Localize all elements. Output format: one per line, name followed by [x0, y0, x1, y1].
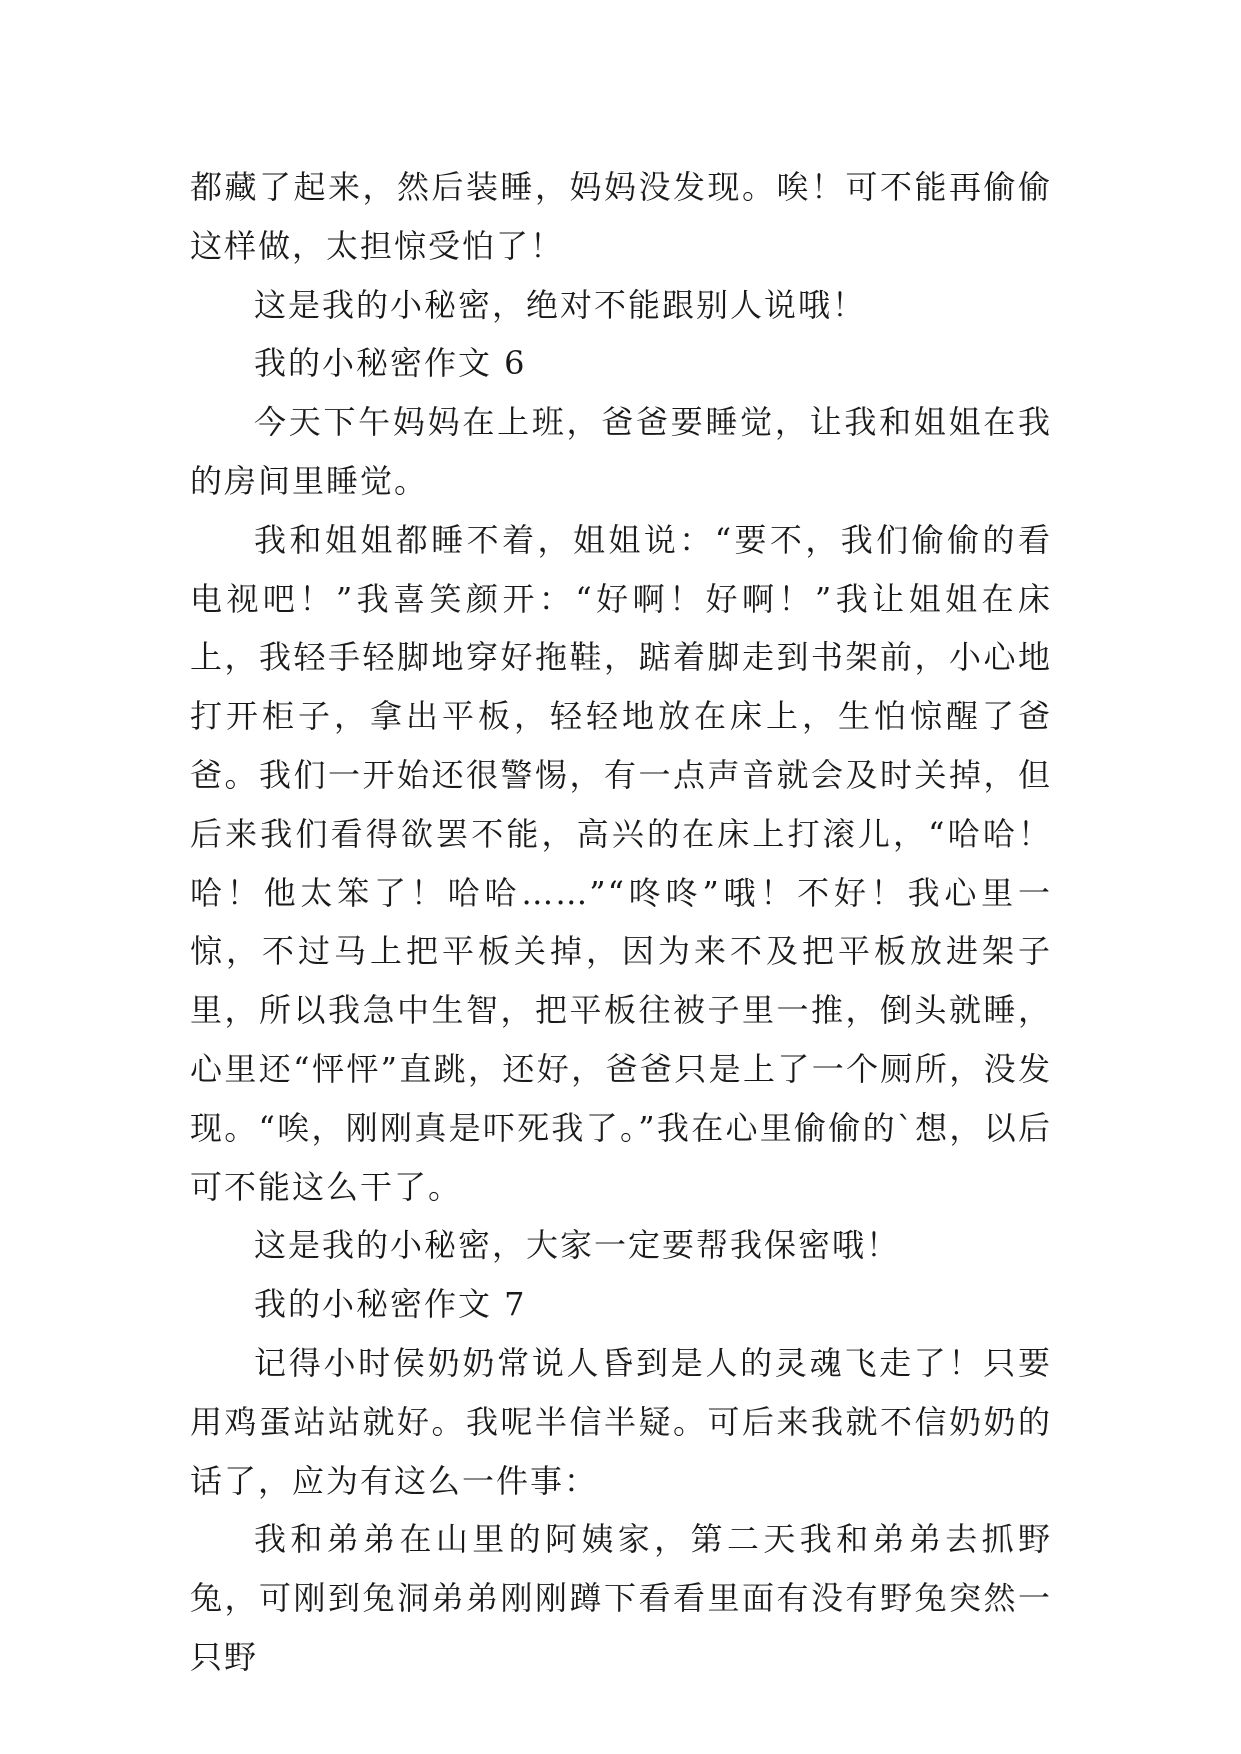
paragraph: 今天下午妈妈在上班，爸爸要睡觉，让我和姐姐在我的房间里睡觉。: [190, 403, 1052, 500]
paragraph: 记得小时侯奶奶常说人昏到是人的灵魂飞走了！只要用鸡蛋站站就好。我呢半信半疑。可后来我就不信奶奶的话了，应为有这么一件事：: [190, 1343, 1052, 1500]
document-body: [190, 158, 1052, 1687]
section-heading: 我的小秘密作文 7: [254, 1285, 527, 1324]
paragraph: 我和姐姐都睡不着，姐姐说：“要不，我们偷偷的看电视吧！”我喜笑颜开：“好啊！好啊！”我让姐姐在床上，我轻手轻脚地穿好拖鞋，踮着脚走到书架前，小心地打开柜子，拿出平板，轻轻地放在床上，生怕惊醒了爸爸。我们一开始还很警惕，有一点声音就会及时关掉，但后来我们看得欲罢不能，高兴的在床上打滚儿，“哈哈！哈！他太笨了！哈哈……”“咚咚”哦！不好！我心里一惊，不过马上把平板关掉，因为来不及把平板放进架子里，所以我急中生智，把平板往被子里一推，倒头就睡，心里还“怦怦”直跳，还好，爸爸只是上了一个厕所，没发现。“唉，刚刚真是吓死我了。”我在心里偷偷的`想，以后可不能这么干了。: [190, 520, 1052, 1206]
paragraph: 都藏了起来，然后装睡，妈妈没发现。唉！可不能再偷偷这样做，太担惊受怕了！: [190, 168, 1052, 265]
paragraph: 这是我的小秘密，绝对不能跟别人说哦！: [254, 285, 867, 324]
paragraph: 这是我的小秘密，大家一定要帮我保密哦！: [254, 1226, 901, 1265]
section-heading: 我的小秘密作文 6: [254, 344, 527, 383]
paragraph: 我和弟弟在山里的阿姨家，第二天我和弟弟去抓野兔，可刚到兔洞弟弟刚刚蹲下看看里面有没有野兔突然一只野: [190, 1520, 1052, 1676]
